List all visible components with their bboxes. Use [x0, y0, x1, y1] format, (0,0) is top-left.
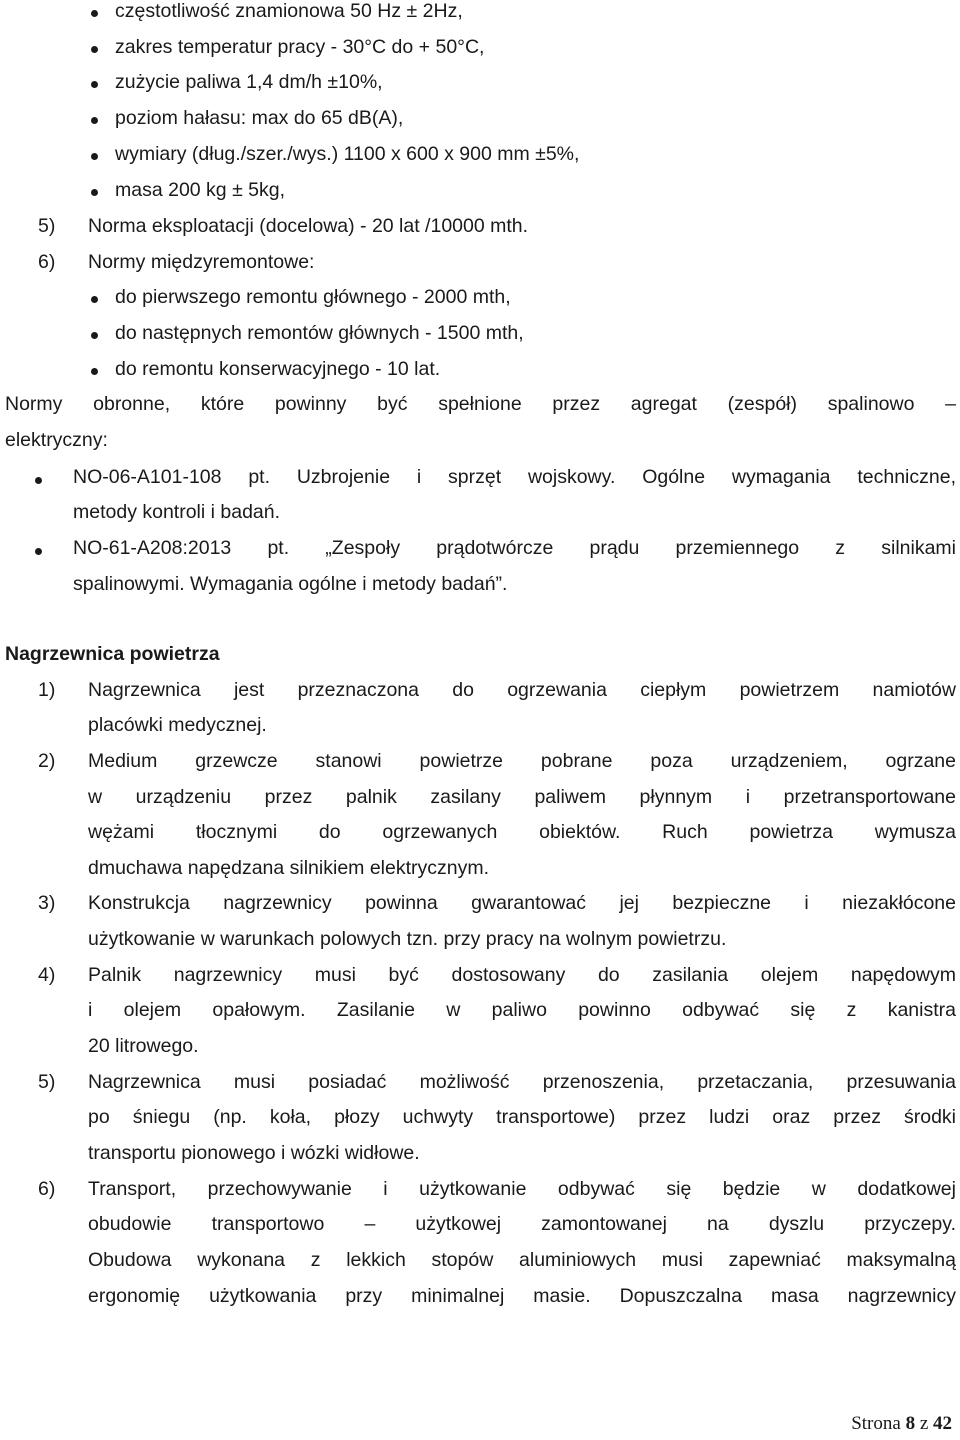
bullet-icon: [91, 10, 98, 17]
item-line: Konstrukcja nagrzewnicy powinna gwarantować jej bezpieczne i niezakłócone: [88, 892, 956, 914]
item-line: ergonomię użytkowania przy minimalnej masie. Dopuszczalna masa nagrzewnicy: [88, 1285, 956, 1307]
item-line: Palnik nagrzewnicy musi być dostosowany do zasilania olejem napędowym: [88, 964, 956, 986]
overhaul-bullet-item: do remontu konserwacyjnego - 10 lat.: [115, 358, 441, 380]
item-line: wężami tłocznymi do ogrzewanych obiektów. Ruch powietrza wymusza: [88, 821, 956, 843]
bullet-icon: [91, 81, 98, 88]
item-number: 4): [38, 964, 56, 986]
spec-bullet-item: poziom hałasu: max do 65 dB(A),: [115, 107, 404, 129]
item-number: 6): [38, 251, 56, 273]
bullet-icon: [91, 153, 98, 160]
item-number: 5): [38, 1071, 56, 1093]
item-text: Norma eksploatacji (docelowa) - 20 lat /10000 mth.: [88, 215, 529, 237]
norm-item: NO-61-A208:2013 pt. „Zespoły prądotwórcze prądu przemiennego z silnikami: [73, 537, 956, 559]
spec-bullet-item: zakres temperatur pracy - 30°C do + 50°C,: [115, 36, 485, 58]
item-number: 1): [38, 679, 56, 701]
spec-bullet-item: zużycie paliwa 1,4 dm/h ±10%,: [115, 71, 383, 93]
norm-item-cont: metody kontroli i badań.: [73, 501, 281, 523]
item-number: 6): [38, 1178, 56, 1200]
item-number: 2): [38, 750, 56, 772]
item-line: w urządzeniu przez palnik zasilany paliwem płynnym i przetransportowane: [88, 786, 956, 808]
bullet-icon: [91, 189, 98, 196]
item-line: użytkowanie w warunkach polowych tzn. przy pracy na wolnym powietrzu.: [88, 928, 727, 950]
overhaul-bullet-item: do następnych remontów głównych - 1500 mth,: [115, 322, 524, 344]
item-line: Medium grzewcze stanowi powietrze pobrane poza urządzeniem, ogrzane: [88, 750, 956, 772]
item-line: Transport, przechowywanie i użytkowanie odbywać się będzie w dodatkowej: [88, 1178, 956, 1200]
defence-norms-intro: Normy obronne, które powinny być spełnione przez agregat (zespół) spalinowo –: [5, 393, 956, 415]
item-line: obudowie transportowo – użytkowej zamontowanej na dyszlu przyczepy.: [88, 1213, 956, 1235]
item-line: Nagrzewnica musi posiadać możliwość przenoszenia, przetaczania, przesuwania: [88, 1071, 956, 1093]
spec-bullet-item: masa 200 kg ± 5kg,: [115, 179, 286, 201]
bullet-icon: [35, 477, 42, 484]
item-line: placówki medycznej.: [88, 714, 267, 736]
bullet-icon: [91, 296, 98, 303]
section-heading: Nagrzewnica powietrza: [5, 643, 220, 665]
item-line: transportu pionowego i wózki widłowe.: [88, 1142, 420, 1164]
footer-sep: z: [919, 1413, 929, 1434]
overhaul-bullet-item: do pierwszego remontu głównego - 2000 mth,: [115, 286, 511, 308]
spec-bullet-item: wymiary (dług./szer./wys.) 1100 x 600 x 900 mm ±5%,: [115, 143, 580, 165]
bullet-icon: [91, 368, 98, 375]
footer-page: 8: [905, 1413, 916, 1434]
item-number: 3): [38, 892, 56, 914]
defence-norms-intro-cont: elektryczny:: [5, 429, 108, 451]
item-number: 5): [38, 215, 56, 237]
item-line: Obudowa wykonana z lekkich stopów aluminiowych musi zapewniać maksymalną: [88, 1249, 956, 1271]
footer-total: 42: [933, 1413, 952, 1434]
bullet-icon: [91, 332, 98, 339]
item-line: 20 litrowego.: [88, 1035, 199, 1057]
item-line: Nagrzewnica jest przeznaczona do ogrzewania ciepłym powietrzem namiotów: [88, 679, 956, 701]
norm-item-cont: spalinowymi. Wymagania ogólne i metody badań”.: [73, 573, 508, 595]
norm-item: NO-06-A101-108 pt. Uzbrojenie i sprzęt wojskowy. Ogólne wymagania techniczne,: [73, 466, 956, 488]
spec-bullet-item: częstotliwość znamionowa 50 Hz ± 2Hz,: [115, 0, 463, 22]
item-line: po śniegu (np. koła, płozy uchwyty transportowe) przez ludzi oraz przez środki: [88, 1106, 956, 1128]
bullet-icon: [91, 46, 98, 53]
bullet-icon: [35, 548, 42, 555]
item-line: i olejem opałowym. Zasilanie w paliwo powinno odbywać się z kanistra: [88, 999, 956, 1021]
item-line: dmuchawa napędzana silnikiem elektrycznym.: [88, 857, 490, 879]
bullet-icon: [91, 117, 98, 124]
page-number-footer: [851, 1413, 952, 1435]
footer-prefix: Strona: [851, 1413, 901, 1434]
item-text: Normy międzyremontowe:: [88, 251, 315, 273]
